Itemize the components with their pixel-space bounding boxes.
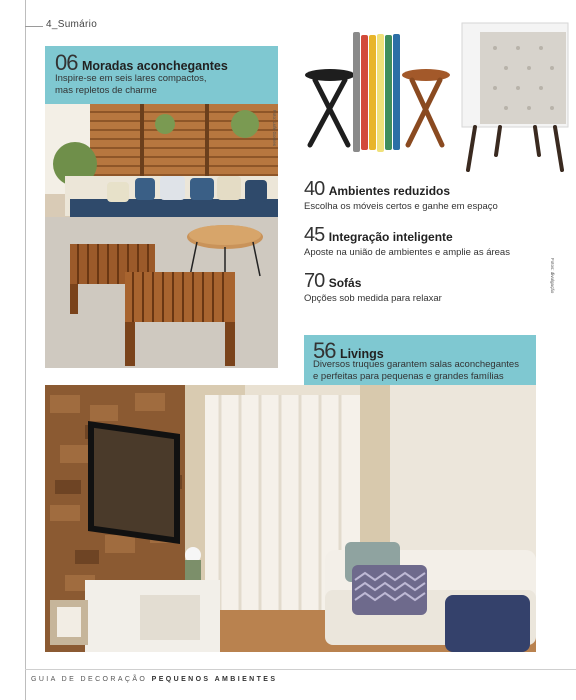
- section-06-title: Moradas aconchegantes: [81, 59, 228, 73]
- furniture-photo-credit: Fotos: divulgação: [550, 258, 555, 294]
- section-70-number: 70: [304, 270, 325, 292]
- section-45-entry[interactable]: [304, 224, 510, 259]
- section-06-desc-line-1: Inspire-se em seis lares compactos,: [55, 73, 207, 84]
- header-rule: [25, 26, 43, 27]
- section-40-entry[interactable]: [304, 178, 498, 213]
- page-footer: [31, 676, 277, 683]
- patio-photo: [45, 104, 278, 368]
- section-40-number: 40: [304, 178, 325, 200]
- living-room-photo: [45, 385, 536, 652]
- section-06-number: 06: [55, 50, 78, 75]
- footer-prefix: GUIA DE DECORAÇÃO: [31, 676, 148, 683]
- section-06-desc-line-2: mas repletos de charme: [55, 84, 157, 96]
- section-45-number: 45: [304, 224, 325, 246]
- page-header-label: 4_Sumário: [46, 19, 98, 30]
- section-56-desc-line-1: Diversos truques garantem salas aconchegantes: [313, 359, 519, 370]
- footer-rule: [25, 669, 576, 670]
- furniture-photo: [300, 20, 576, 175]
- section-40-description: Escolha os móveis certos e ganhe em espaço: [304, 201, 498, 212]
- footer-title: PEQUENOS AMBIENTES: [151, 676, 278, 683]
- section-70-entry[interactable]: [304, 270, 442, 305]
- left-margin-rule: [25, 0, 26, 700]
- section-70-title: Sofás: [328, 276, 362, 290]
- section-40-title: Ambientes reduzidos: [328, 184, 451, 198]
- patio-photo-credit: Foto: Lufe Gomes: [272, 110, 277, 147]
- section-56-card[interactable]: [304, 335, 536, 385]
- section-45-description: Aposte na união de ambientes e amplie as áreas: [304, 247, 510, 258]
- section-70-description: Opções sob medida para relaxar: [304, 293, 442, 304]
- section-56-desc-line-2: e perfeitas para pequenas e grandes famílias: [313, 370, 504, 382]
- section-56-title: Livings: [339, 347, 384, 361]
- section-56-number: 56: [313, 338, 336, 363]
- section-06-card[interactable]: [45, 46, 278, 104]
- section-45-title: Integração inteligente: [328, 230, 453, 244]
